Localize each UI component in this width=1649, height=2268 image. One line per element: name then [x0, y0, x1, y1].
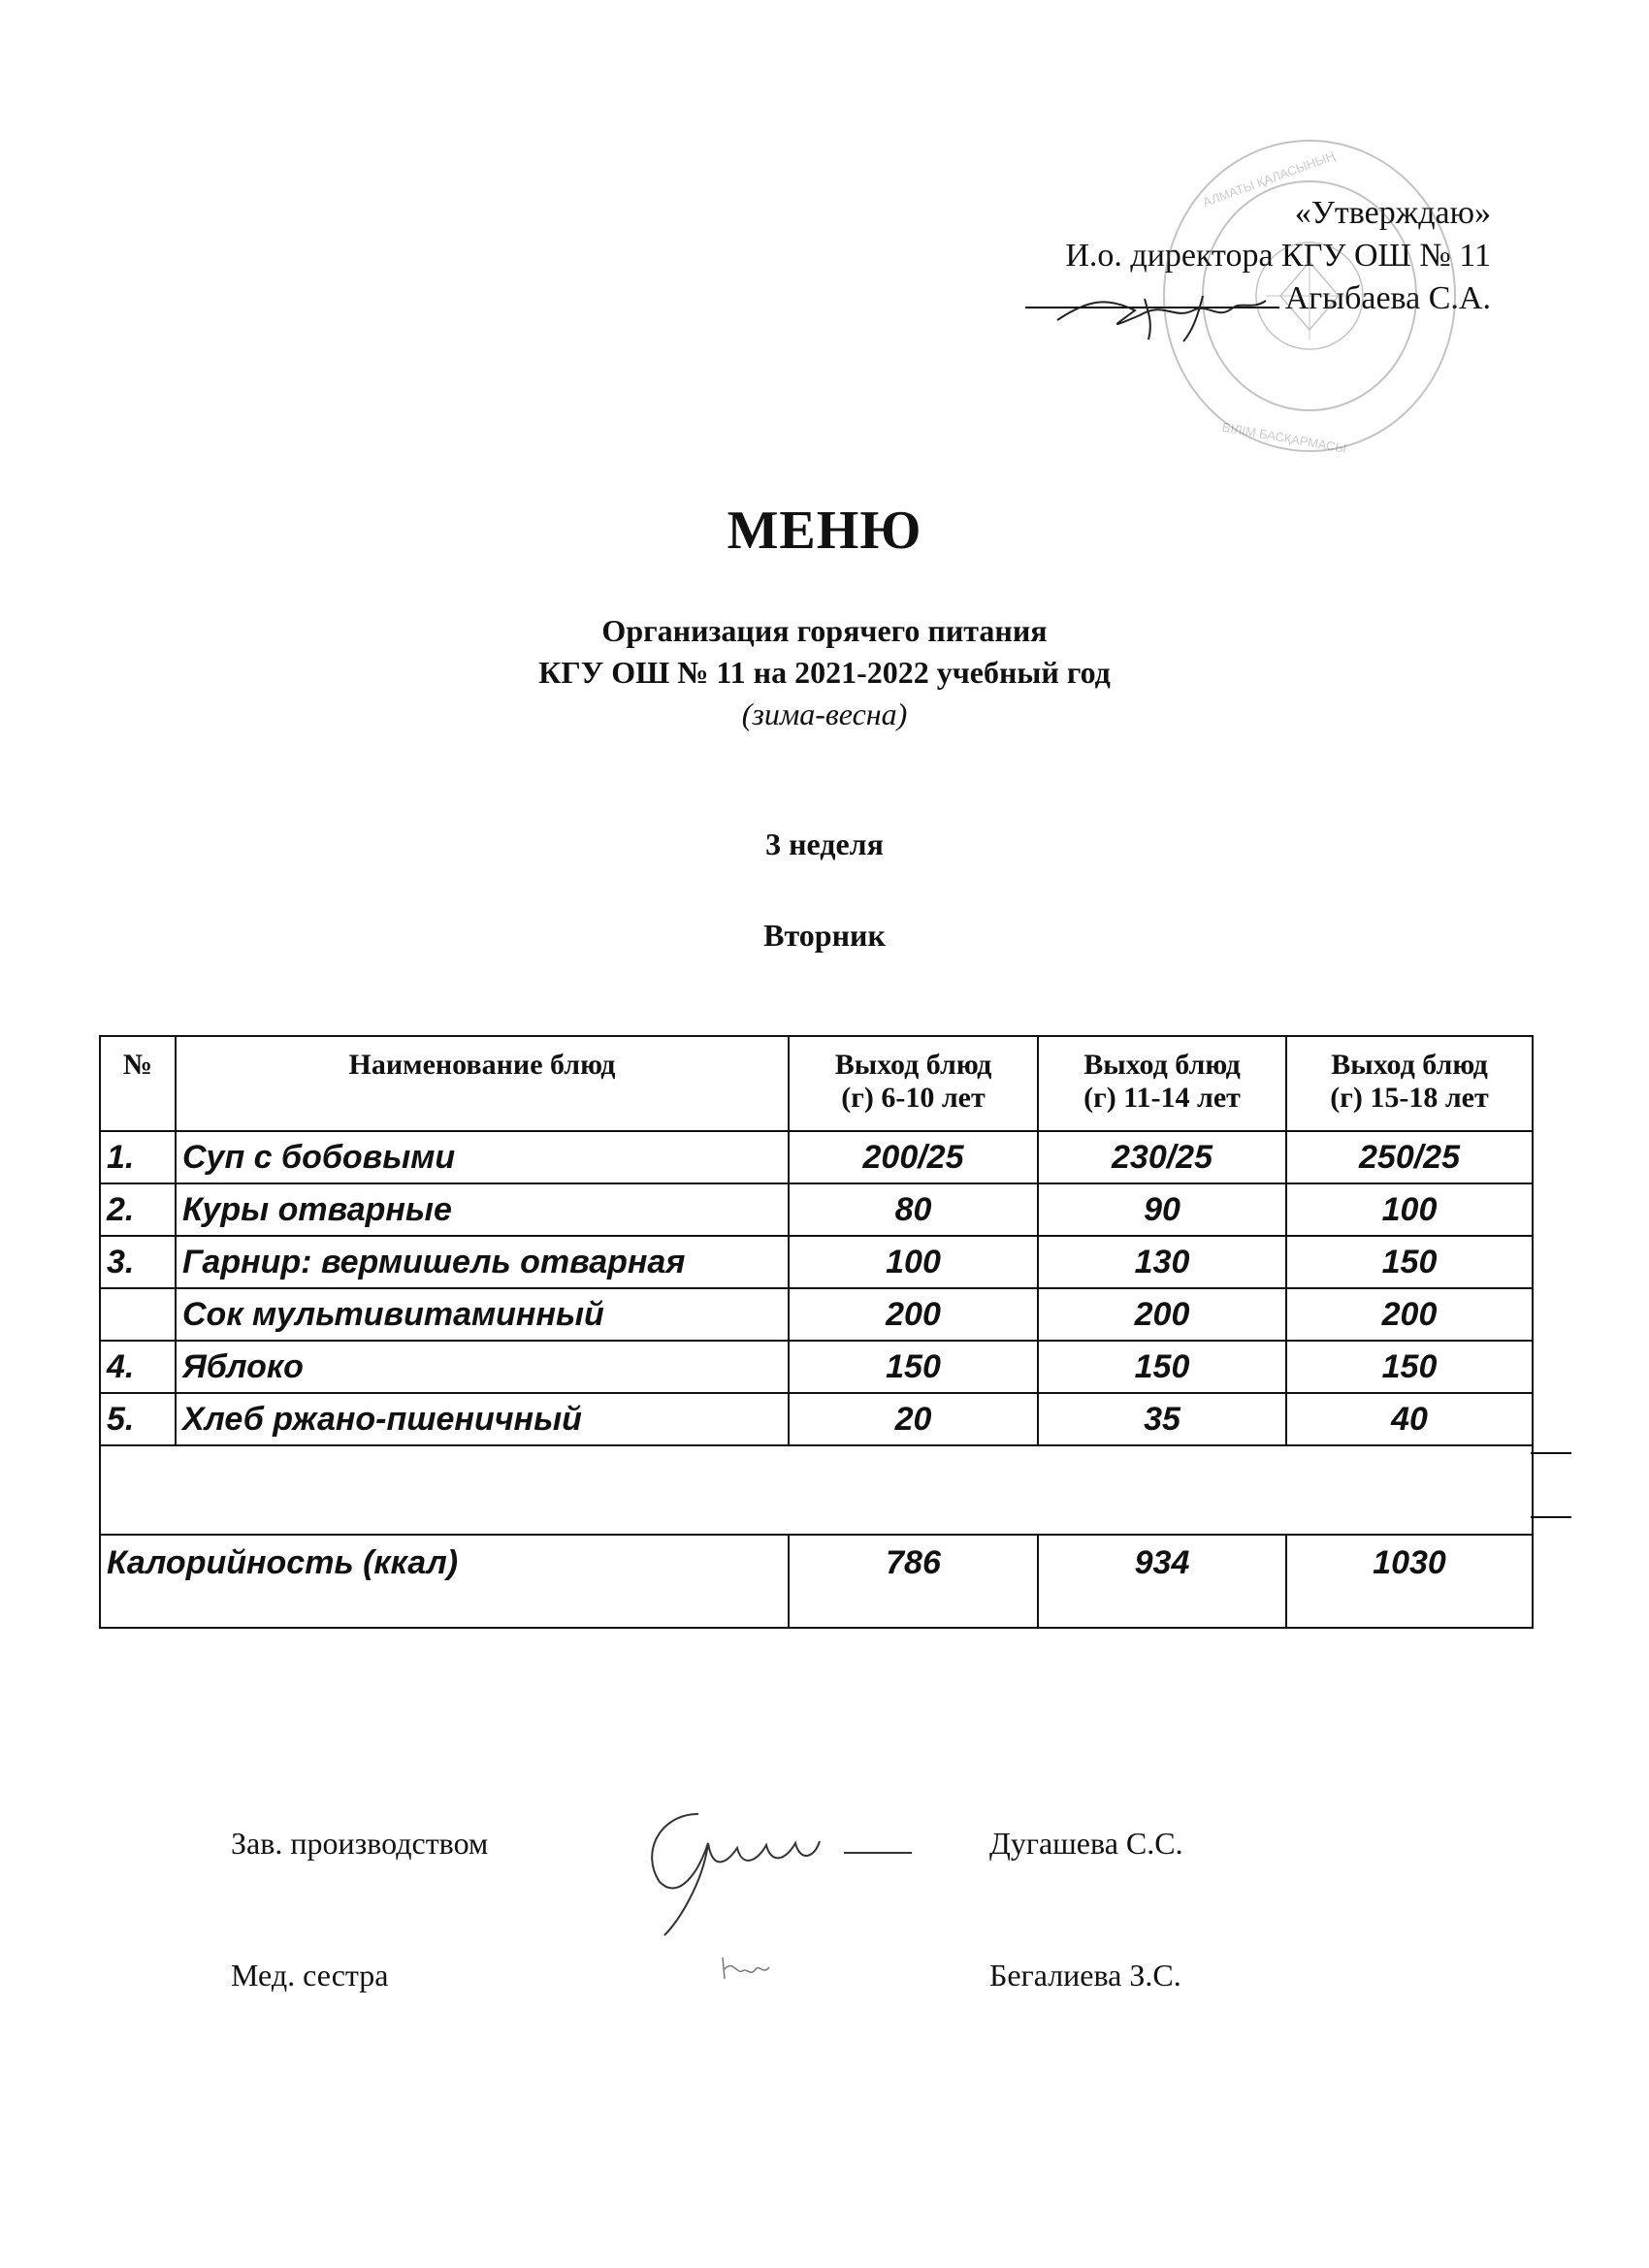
row-yield-6-10: 200/25: [789, 1131, 1038, 1183]
empty-cell: [100, 1445, 1533, 1535]
row-dish: Гарнир: вермишель отварная: [176, 1236, 789, 1288]
row-dish: Сок мультивитаминный: [176, 1288, 789, 1341]
row-yield-15-18: 100: [1286, 1183, 1533, 1236]
row-yield-11-14: 150: [1038, 1341, 1286, 1393]
page-title: МЕНЮ: [727, 501, 922, 561]
total-15-18: 1030: [1286, 1535, 1533, 1628]
approval-name: Агыбаева С.А.: [1284, 280, 1491, 316]
header-yield-15-18-line2: (г) 15-18 лет: [1330, 1082, 1489, 1114]
row-yield-15-18: 40: [1286, 1393, 1533, 1445]
header-yield-11-14-line1: Выход блюд: [1083, 1049, 1241, 1081]
row-num: 5.: [100, 1393, 176, 1445]
week-label: 3 неделя: [765, 826, 884, 861]
row-dish: Яблоко: [176, 1341, 789, 1393]
table-overhang-line: [1531, 1516, 1571, 1518]
row-dish: Хлеб ржано-пшеничный: [176, 1393, 789, 1445]
table-row: [100, 1288, 1533, 1341]
row-yield-15-18: 250/25: [1286, 1131, 1533, 1183]
day-label: Вторник: [763, 918, 886, 953]
season-label: (зима-весна): [741, 697, 908, 731]
row-yield-6-10: 80: [789, 1183, 1038, 1236]
table-row: [100, 1341, 1533, 1393]
header-yield-15-18: [1286, 1036, 1533, 1131]
row-dish: Куры отварные: [176, 1183, 789, 1236]
subtitle-line1: Организация горячего питания: [601, 613, 1048, 648]
table-row: [100, 1183, 1533, 1236]
row-num: 2.: [100, 1183, 176, 1236]
table-empty-row: [100, 1445, 1533, 1535]
table-row: [100, 1393, 1533, 1445]
header-yield-11-14: [1038, 1036, 1286, 1131]
approval-position: И.о. директора КГУ ОШ № 11: [1065, 238, 1491, 274]
row-yield-11-14: 35: [1038, 1393, 1286, 1445]
table-header-row: [100, 1036, 1533, 1131]
header-yield-6-10-line1: Выход блюд: [834, 1049, 992, 1081]
svg-text:АЛМАТЫ ҚАЛАСЫНЫҢ: АЛМАТЫ ҚАЛАСЫНЫҢ: [1201, 147, 1338, 211]
director-signature: [1048, 281, 1271, 349]
row-yield-15-18: 150: [1286, 1236, 1533, 1288]
header-yield-6-10-line2: (г) 6-10 лет: [841, 1082, 986, 1114]
row-num: 1.: [100, 1131, 176, 1183]
table-row: [100, 1131, 1533, 1183]
row-yield-15-18: 150: [1286, 1341, 1533, 1393]
row-yield-11-14: 130: [1038, 1236, 1286, 1288]
header-yield-11-14-line2: (г) 11-14 лет: [1083, 1082, 1241, 1114]
svg-text:БІЛІМ БАСҚАРМАСЫ: БІЛІМ БАСҚАРМАСЫ: [1220, 419, 1348, 456]
total-label: Калорийность (ккал): [100, 1535, 789, 1628]
row-num: [100, 1288, 176, 1341]
total-6-10: 786: [789, 1535, 1038, 1628]
row-yield-6-10: 100: [789, 1236, 1038, 1288]
table-row: [100, 1236, 1533, 1288]
header-dish-name: Наименование блюд: [176, 1036, 789, 1131]
header-num: №: [100, 1036, 176, 1131]
row-num: 4.: [100, 1341, 176, 1393]
header-yield-15-18-line1: Выход блюд: [1331, 1049, 1488, 1081]
signature-name-nurse: Бегалиева З.С.: [989, 1958, 1181, 1993]
row-yield-11-14: 200: [1038, 1288, 1286, 1341]
row-yield-6-10: 200: [789, 1288, 1038, 1341]
table-overhang-line: [1531, 1452, 1571, 1454]
subtitle-line2: КГУ ОШ № 11 на 2021-2022 учебный год: [538, 655, 1111, 690]
production-head-signature: [621, 1775, 941, 1940]
table-total-row: [100, 1535, 1533, 1628]
row-num: 3.: [100, 1236, 176, 1288]
menu-table: [99, 1035, 1534, 1629]
row-yield-6-10: 150: [789, 1341, 1038, 1393]
signature-role-production: Зав. производством: [231, 1826, 489, 1861]
row-yield-11-14: 90: [1038, 1183, 1286, 1236]
row-dish: Суп с бобовыми: [176, 1131, 789, 1183]
approval-heading: «Утверждаю»: [1294, 195, 1491, 231]
row-yield-11-14: 230/25: [1038, 1131, 1286, 1183]
signature-name-production: Дугашева С.С.: [989, 1826, 1183, 1861]
total-11-14: 934: [1038, 1535, 1286, 1628]
row-yield-6-10: 20: [789, 1393, 1038, 1445]
row-yield-15-18: 200: [1286, 1288, 1533, 1341]
nurse-signature: [713, 1950, 781, 1989]
signature-role-nurse: Мед. сестра: [231, 1958, 389, 1993]
header-yield-6-10: [789, 1036, 1038, 1131]
